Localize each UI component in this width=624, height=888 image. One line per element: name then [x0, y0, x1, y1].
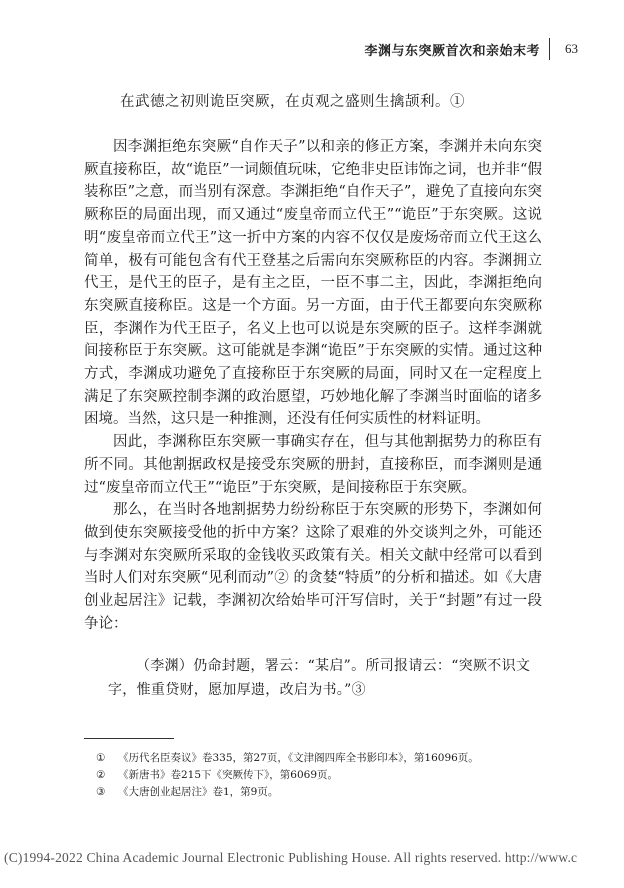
footnote-text: 《历代名臣奏议》卷335，第27页，《文津阁四库全书影印本》，第16096页。: [118, 752, 479, 764]
paragraph: 因李渊拒绝东突厥“自作天子”以和亲的修正方案，李渊并未向东突厥直接称臣，故“诡臣”一词颇值玩味，它绝非史臣讳饰之词，也并非“假装称臣”之意，而当别有深意。李渊拒绝“自作天子”，避免了直接向东突厥称臣的局面出现，而又通过“废皇帝而立代王”“诡臣”于东突厥。这说明“废皇帝而立代王”这一折中方案的内容不仅仅是废炀帝而立代王这么简单，极有可能包含有代王登基之后需向东突厥称臣的内容。李渊拥立代王，是代王的臣子，是有主之臣，一臣不事二主，因此，李渊拒绝向东突厥直接称臣。这是一个方面。另一方面，由于代王都要向东突厥称臣，李渊作为代王臣子，名义上也可以说是东突厥的臣子。这样李渊就间接称臣于东突厥。这可能就是李渊“诡臣”于东突厥的实情。通过这种方式，李渊成功避免了直接称臣于东突厥的局面，同时又在一定程度上满足了东突厥控制李渊的政治愿望，巧妙地化解了李渊当时面临的诸多困境。当然，这只是一种推测，还没有任何实质性的材料证明。: [84, 139, 542, 428]
footnote: [96, 750, 556, 767]
footnote-marker: ①: [96, 752, 106, 764]
paragraph: 因此，李渊称臣东突厥一事确实存在，但与其他割据势力的称臣有所不同。其他割据政权是接受东突厥的册封，直接称臣，而李渊则是通过“废皇帝而立代王”“诡臣”于东突厥，是间接称臣于东突厥。: [84, 434, 542, 496]
copyright-notice: (C)1994-2022 China Academic Journal Electronic Publishing House. All rights reserved. http://www.c: [4, 850, 578, 865]
footnote-text: 《新唐书》卷215下《突厥传下》，第6069页。: [118, 769, 339, 781]
block-quote-opening: 在武德之初则诡臣突厥，在贞观之盛则生擒颉利。①: [120, 94, 465, 110]
footnote-marker: ③: [96, 786, 106, 798]
paragraph: 那么，在当时各地割据势力纷纷称臣于东突厥的形势下，李渊如何做到使东突厥接受他的折中方案？这除了艰难的外交谈判之外，可能还与李渊对东突厥所采取的金钱收买政策有关。相关文献中经常可以看到当时人们对东突厥“见利而动”② 的贪婪“特质”的分析和描述。如《大唐创业起居注》记载，李渊初次给始毕可汗写信时，关于“封题”有过一段争论：: [84, 502, 542, 632]
body-text: [84, 136, 542, 635]
footnotes: [96, 750, 556, 801]
page-number: 63: [565, 41, 578, 56]
footnote-text: 《大唐创业起居注》卷1，第9页。: [118, 786, 279, 798]
running-title: 李渊与东突厥首次和亲始末考: [364, 44, 540, 59]
quote-text: （李渊）仍命封题，署云：“某启”。所司报请云：“突厥不识文字，惟重贷财，愿加厚遗，改启为书。”③: [108, 658, 531, 698]
footnote: [96, 784, 556, 801]
footnote: [96, 767, 556, 784]
footnote-marker: ②: [96, 769, 106, 781]
running-header: [0, 38, 624, 60]
footnote-rule: [84, 738, 174, 739]
header-divider: [549, 38, 550, 60]
block-quote-citation: [108, 654, 558, 702]
